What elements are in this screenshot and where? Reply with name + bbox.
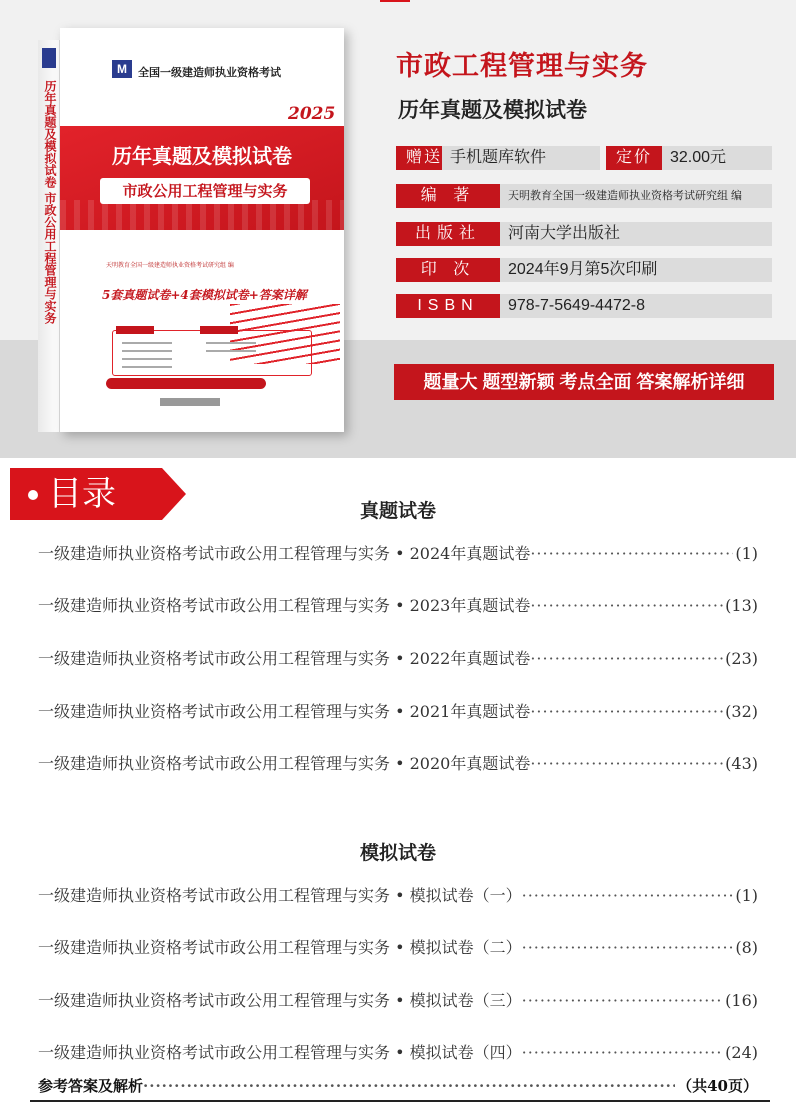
cover-series: 全国一级建造师执业资格考试: [138, 66, 281, 79]
leader-dots: [530, 647, 723, 671]
toc-entry-title: 一级建造师执业资格考试市政公用工程管理与实务 • 模拟试卷（二）: [38, 938, 522, 957]
toc-entry-title: 一级建造师执业资格考试市政公用工程管理与实务 • 模拟试卷（一）: [38, 886, 522, 905]
toc-entry-title: 一级建造师执业资格考试市政公用工程管理与实务 • 模拟试卷（四）: [38, 1043, 522, 1062]
edition-value: 2024年9月第5次印刷: [500, 258, 772, 282]
edition-label: 印 次: [396, 258, 500, 282]
toc-entry[interactable]: [38, 542, 758, 566]
cover-publisher-mark: [160, 398, 220, 406]
toc-entry-page: (8): [735, 938, 758, 957]
toc-entry-page: (1): [735, 544, 758, 563]
toc-entry[interactable]: [38, 936, 758, 960]
cover-feature-box: [112, 330, 312, 376]
author-label: 编 著: [396, 184, 500, 208]
cover-text-line: [206, 342, 256, 344]
cover-year: 2025: [288, 104, 336, 124]
divider: [380, 0, 410, 2]
cover-text-line: [122, 342, 172, 344]
cover-author: 天明教育全国一级建造师执业资格考试研究组 编: [106, 262, 234, 269]
cover-text-line: [122, 358, 172, 360]
toc-heading: 目录: [48, 475, 116, 513]
product-title: 市政工程管理与实务: [396, 51, 648, 82]
toc-entry-page: (24): [725, 1043, 758, 1062]
toc-entry-page: (16): [725, 991, 758, 1010]
spine-logo: [42, 48, 56, 68]
toc-entry-page: (13): [725, 596, 758, 615]
toc-entry-answers[interactable]: [38, 1074, 758, 1098]
section-title: 模拟试卷: [359, 842, 436, 864]
toc-entry-page: (43): [725, 754, 758, 773]
isbn-label: ISBN: [396, 294, 500, 318]
toc-entry[interactable]: [38, 989, 758, 1013]
publisher-value: 河南大学出版社: [500, 222, 772, 246]
publisher-logo: M: [112, 60, 132, 78]
leader-dots: [530, 700, 723, 724]
toc-entry[interactable]: [38, 700, 758, 724]
toc-entry-page: (32): [725, 702, 758, 721]
cover-title: 历年真题及模拟试卷: [112, 144, 292, 168]
product-header: [0, 0, 796, 458]
toc-entry-title: 一级建造师执业资格考试市政公用工程管理与实务 • 2020年真题试卷: [38, 754, 531, 773]
leader-dots: [530, 594, 723, 618]
cover-tagline: 5套真题试卷+4套模拟试卷+答案详解: [102, 288, 307, 302]
divider: [30, 1100, 770, 1102]
cover-text-line: [122, 366, 172, 368]
book-front-cover: [60, 28, 344, 432]
toc-entry-title: 一级建造师执业资格考试市政公用工程管理与实务 • 2023年真题试卷: [38, 596, 531, 615]
leader-dots: [143, 1074, 675, 1098]
spine-text: 历年真题及模拟试卷 市政公用工程管理与实务: [43, 80, 57, 325]
cover-feature-tag: [116, 326, 154, 334]
toc-entry-title: 一级建造师执业资格考试市政公用工程管理与实务 • 2021年真题试卷: [38, 702, 531, 721]
leader-dots: [522, 936, 734, 960]
author-value: 天明教育全国一级建造师执业资格考试研究组 编: [500, 184, 772, 208]
cover-tip-bar: [106, 378, 266, 389]
toc-entry-title: 一级建造师执业资格考试市政公用工程管理与实务 • 模拟试卷（三）: [38, 991, 522, 1010]
leader-dots: [530, 752, 723, 776]
price-label: 定价: [606, 146, 662, 170]
toc-entry-title: 参考答案及解析: [38, 1077, 144, 1095]
toc-entry[interactable]: [38, 647, 758, 671]
cover-feature-tag: [200, 326, 238, 334]
book-spine: [38, 40, 60, 432]
toc-entry-page: (23): [725, 649, 758, 668]
toc-entry-page: (1): [735, 886, 758, 905]
toc-entry-page: （共40页）: [677, 1077, 758, 1095]
product-subtitle: 历年真题及模拟试卷: [398, 97, 587, 122]
leader-dots: [522, 989, 724, 1013]
toc-entry[interactable]: [38, 752, 758, 776]
gift-value: 手机题库软件: [442, 146, 600, 170]
cover-text-line: [122, 350, 172, 352]
isbn-value: 978-7-5649-4472-8: [500, 294, 772, 318]
toc-entry-title: 一级建造师执业资格考试市政公用工程管理与实务 • 2024年真题试卷: [38, 544, 531, 563]
toc-entry-title: 一级建造师执业资格考试市政公用工程管理与实务 • 2022年真题试卷: [38, 649, 531, 668]
toc-entry[interactable]: [38, 1041, 758, 1065]
toc-entry[interactable]: [38, 594, 758, 618]
book-cover-image: [38, 28, 344, 432]
feature-banner: 题量大 题型新颖 考点全面 答案解析详细: [394, 364, 774, 400]
toc-entry[interactable]: [38, 884, 758, 908]
cover-subject: 市政公用工程管理与实务: [100, 178, 310, 204]
section-title: 真题试卷: [359, 500, 436, 522]
leader-dots: [522, 1041, 724, 1065]
cover-text-line: [206, 350, 256, 352]
price-value: 32.00元: [662, 146, 772, 170]
leader-dots: [530, 542, 733, 566]
gift-label: 赠送: [396, 146, 452, 170]
publisher-label: 出版社: [396, 222, 500, 246]
leader-dots: [522, 884, 734, 908]
